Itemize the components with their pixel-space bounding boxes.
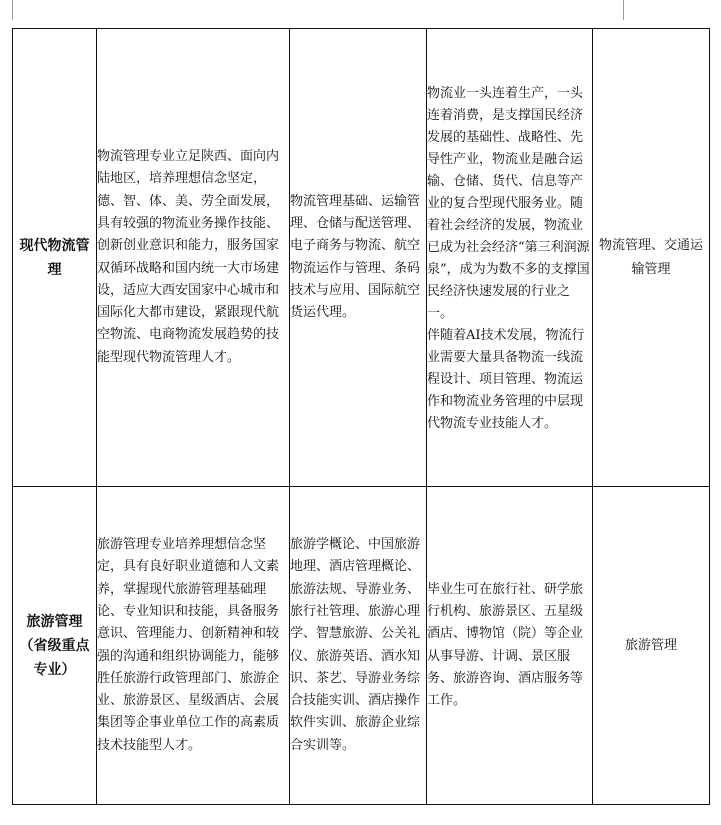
table-row-tourism [13, 487, 710, 805]
major-name-cell: 旅游管理（省级重点专业） [13, 487, 97, 805]
related-major-cell: 物流管理、交通运输管理 [593, 29, 710, 487]
table-row-logistics [13, 29, 710, 487]
career-prospect-cell [427, 29, 593, 487]
career-prospect-paragraph: 毕业生可在旅行社、研学旅行机构、旅游景区、五星级酒店、博物馆（院）等企业从事导游、计调、景区服务、旅游咨询、酒店服务等工作。 [427, 581, 584, 709]
career-prospect-paragraph: 伴随着AI技术发展，物流行业需要大量具备物流一线流程设计、项目管理、物流运作和物流业务管理的中层现代物流专业技能人才。 [427, 327, 585, 431]
career-prospect-paragraph: 物流业一头连着生产，一头连着消费，是支撑国民经济发展的基础性、战略性、先导性产业，物流业是融合运输、仓储、货代、信息等产业的复合型现代服务业。随着社会经济的发展，物流业已成为社会经济“第三利润源泉”，成为为数不多的支撑国民经济快速发展的行业之一。 [427, 85, 590, 321]
major-info-table [12, 28, 710, 805]
core-courses-cell: 旅游学概论、中国旅游地理、酒店管理概论、旅游法规、导游业务、旅行社管理、旅游心理学、智慧旅游、公关礼仪、旅游英语、酒水知识、茶艺、导游业务综合技能实训、酒店操作软件实训、旅游企业综合实训等。 [290, 487, 427, 805]
core-courses-cell: 物流管理基础、运输管理、仓储与配送管理、电子商务与物流、航空物流运作与管理、条码技术与应用、国际航空货运代理。 [290, 29, 427, 487]
page-corner-mark-left [12, 0, 13, 20]
training-goal-cell: 旅游管理专业培养理想信念坚定，具有良好职业道德和人文素养，掌握现代旅游管理基础理论、专业知识和技能，具备服务意识、管理能力、创新精神和较强的沟通和组织协调能力，能够胜任旅游行政管理部门、旅游企业、旅游景区、星级酒店、会展集团等企事业单位工作的高素质技术技能型人才。 [97, 487, 290, 805]
major-name-cell: 现代物流管理 [13, 29, 97, 487]
related-major-cell: 旅游管理 [593, 487, 710, 805]
training-goal-cell: 物流管理专业立足陕西、面向内陆地区，培养理想信念坚定，德、智、体、美、劳全面发展，具有较强的物流业务操作技能、创新创业意识和能力，服务国家双循环战略和国内统一大市场建设，适应大西安国家中心城市和国际化大都市建设，紧跟现代航空物流、电商物流发展趋势的技能型现代物流管理人才。 [97, 29, 290, 487]
page-corner-mark-right [623, 0, 624, 20]
career-prospect-cell [427, 487, 593, 805]
